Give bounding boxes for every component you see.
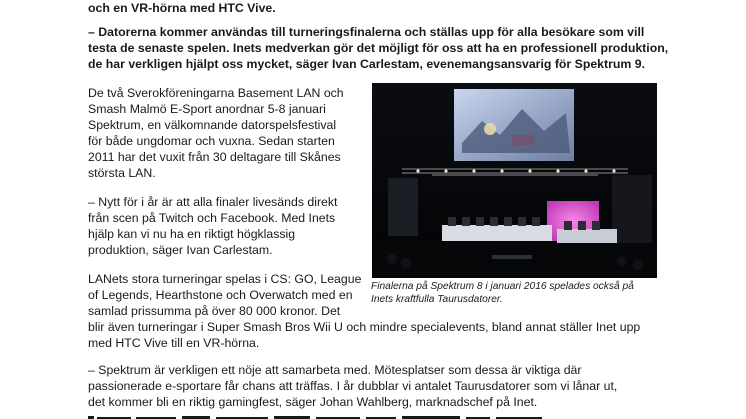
cropped-next-line xyxy=(88,411,648,419)
p3-line-4: blir även turneringar i Super Smash Bros Wii U och mindre specialevents, bland annat ställer Inet upp xyxy=(88,320,641,334)
quote-line-2: testa de senaste spelen. Inets medverkan gör det möjligt för oss att ha en professionell produktion, xyxy=(88,41,669,55)
p3-line-5: med HTC Vive till en VR-hörna. xyxy=(88,336,260,350)
p2-line-2: från scen på Twitch och Facebook. Med Inets xyxy=(88,211,336,225)
p1-line-2: Smash Malmö E-Sport anordnar 5-8 januari xyxy=(88,102,326,116)
main-screen xyxy=(454,89,574,161)
p4-line-3: det kommer bli en riktig gamingfest, säger Johan Wahlberg, marknadschef på Inet. xyxy=(88,395,538,409)
p3-line-3: samlad prissumma på över 80 000 kronor. Det xyxy=(88,304,341,318)
p1-line-3: Spektrum, en välkomnande datorspelsfestival xyxy=(88,118,337,132)
p2-line-1: – Nytt för i år är att alla finaler livesänds direkt xyxy=(88,195,338,209)
p1-line-6: största LAN. xyxy=(88,166,156,180)
cropped-text-fragment xyxy=(88,414,648,419)
photo-caption-line-2: Inets kraftfulla Taurusdatorer. xyxy=(371,294,503,305)
p3-line-2: of Legends, Hearthstone och Overwatch med en xyxy=(88,288,353,302)
right-stage-wall xyxy=(612,175,652,245)
p4-line-2: passionerade e-sportare får chans att träffas. I år dubblar vi antalet Taurusdatorer som vi lånar ut, xyxy=(88,379,618,393)
p2-line-3: hjälp kan vi nu ha en riktigt högklassig xyxy=(88,227,296,241)
event-photo xyxy=(372,83,657,278)
intro-line: och en VR-hörna med HTC Vive. xyxy=(88,1,276,15)
stage-photo-illustration xyxy=(372,83,657,278)
quote-line-3: de har verkligen hjälpt oss mycket, säger Ivan Carlestam, evenemangsansvarig för Spektrum 9. xyxy=(88,57,646,71)
p1-line-5: 2011 har det vuxit från 30 deltagare till Skånes xyxy=(88,150,341,164)
p1-line-1: De två Sverokföreningarna Basement LAN och xyxy=(88,86,344,100)
p1-line-4: för både ungdomar och vuxna. Sedan starten xyxy=(88,134,335,148)
p4-line-1: – Spektrum är verkligen ett nöje att samarbeta med. Mötesplatser som dessa är viktiga där xyxy=(88,363,582,377)
p2-line-4: produktion, säger Ivan Carlestam. xyxy=(88,243,273,257)
p3-line-1: LANets stora turneringar spelas i CS: GO, League xyxy=(88,272,362,286)
left-stage-wall xyxy=(388,178,418,236)
photo-caption-line-1: Finalerna på Spektrum 8 i januari 2016 spelades också på xyxy=(371,281,634,292)
quote-line-1: – Datorerna kommer användas till turneringsfinalerna och ställas upp för alla besökare som vill xyxy=(88,25,645,39)
